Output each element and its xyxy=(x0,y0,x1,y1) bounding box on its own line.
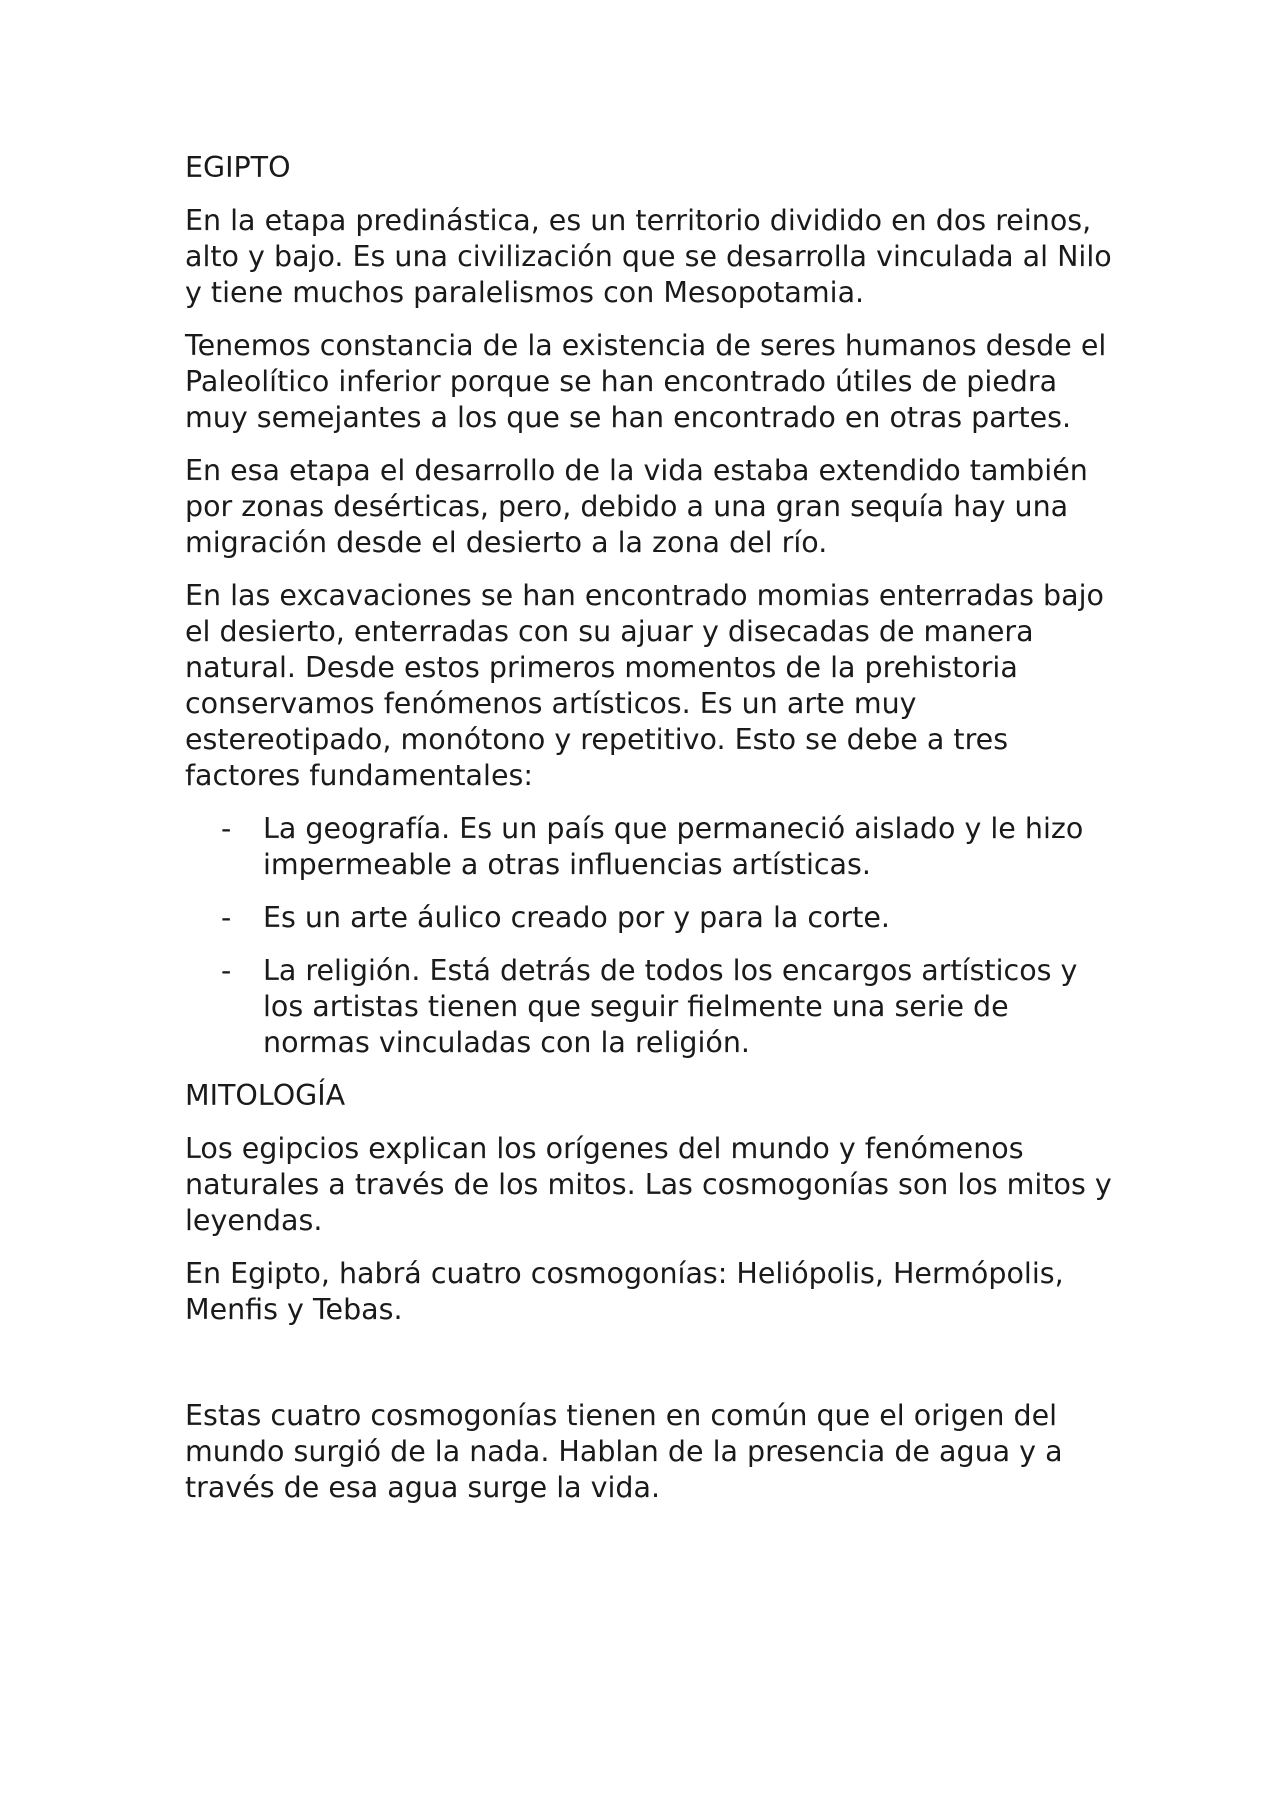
list-item-text: Es un arte áulico creado por y para la corte. xyxy=(263,901,890,934)
paragraph: Tenemos constancia de la existencia de seres humanos desde el Paleolítico inferior porque se han encontrado útiles de piedra muy semejantes a los que se han encontrado en otras partes. xyxy=(185,329,1107,434)
heading-egipto: EGIPTO xyxy=(185,151,291,184)
dash-bullet: - xyxy=(221,901,232,934)
paragraph: Estas cuatro cosmogonías tienen en común que el origen del mundo surgió de la nada. Hablan de la presencia de agua y a través de esa agua surge la vida. xyxy=(185,1399,1063,1504)
paragraph: En las excavaciones se han encontrado momias enterradas bajo el desierto, enterradas con su ajuar y disecadas de manera natural. Desde estos primeros momentos de la prehistoria conservamos fenómenos artísticos. Es un arte muy estereotipado, monótono y repetitivo. Esto se debe a tres factores fundamentales: xyxy=(185,579,1104,792)
dash-bullet: - xyxy=(221,954,232,987)
paragraph: Los egipcios explican los orígenes del mundo y fenómenos naturales a través de los mitos. Las cosmogonías son los mitos y leyendas. xyxy=(185,1132,1112,1237)
factors-list xyxy=(185,811,1115,1061)
list-item xyxy=(185,900,1115,936)
list-item xyxy=(185,953,1115,1061)
paragraph: En la etapa predinástica, es un territorio dividido en dos reinos, alto y bajo. Es una civilización que se desarrolla vinculada al Nilo y tiene muchos paralelismos con Mesopotamia. xyxy=(185,204,1112,309)
list-item-text: La religión. Está detrás de todos los encargos artísticos y los artistas tienen que seguir fielmente una serie de normas vinculadas con la religión. xyxy=(263,954,1078,1059)
list-item-text: La geografía. Es un país que permaneció aislado y le hizo impermeable a otras influencias artísticas. xyxy=(263,812,1084,881)
paragraph: En Egipto, habrá cuatro cosmogonías: Heliópolis, Hermópolis, Menfis y Tebas. xyxy=(185,1257,1064,1326)
paragraph: En esa etapa el desarrollo de la vida estaba extendido también por zonas desérticas, pero, debido a una gran sequía hay una migración desde el desierto a la zona del río. xyxy=(185,454,1088,559)
list-item xyxy=(185,811,1115,883)
blank-line xyxy=(185,1345,1115,1398)
document-page xyxy=(185,150,1115,1523)
heading-mitologia: MITOLOGÍA xyxy=(185,1079,346,1112)
dash-bullet: - xyxy=(221,812,232,845)
